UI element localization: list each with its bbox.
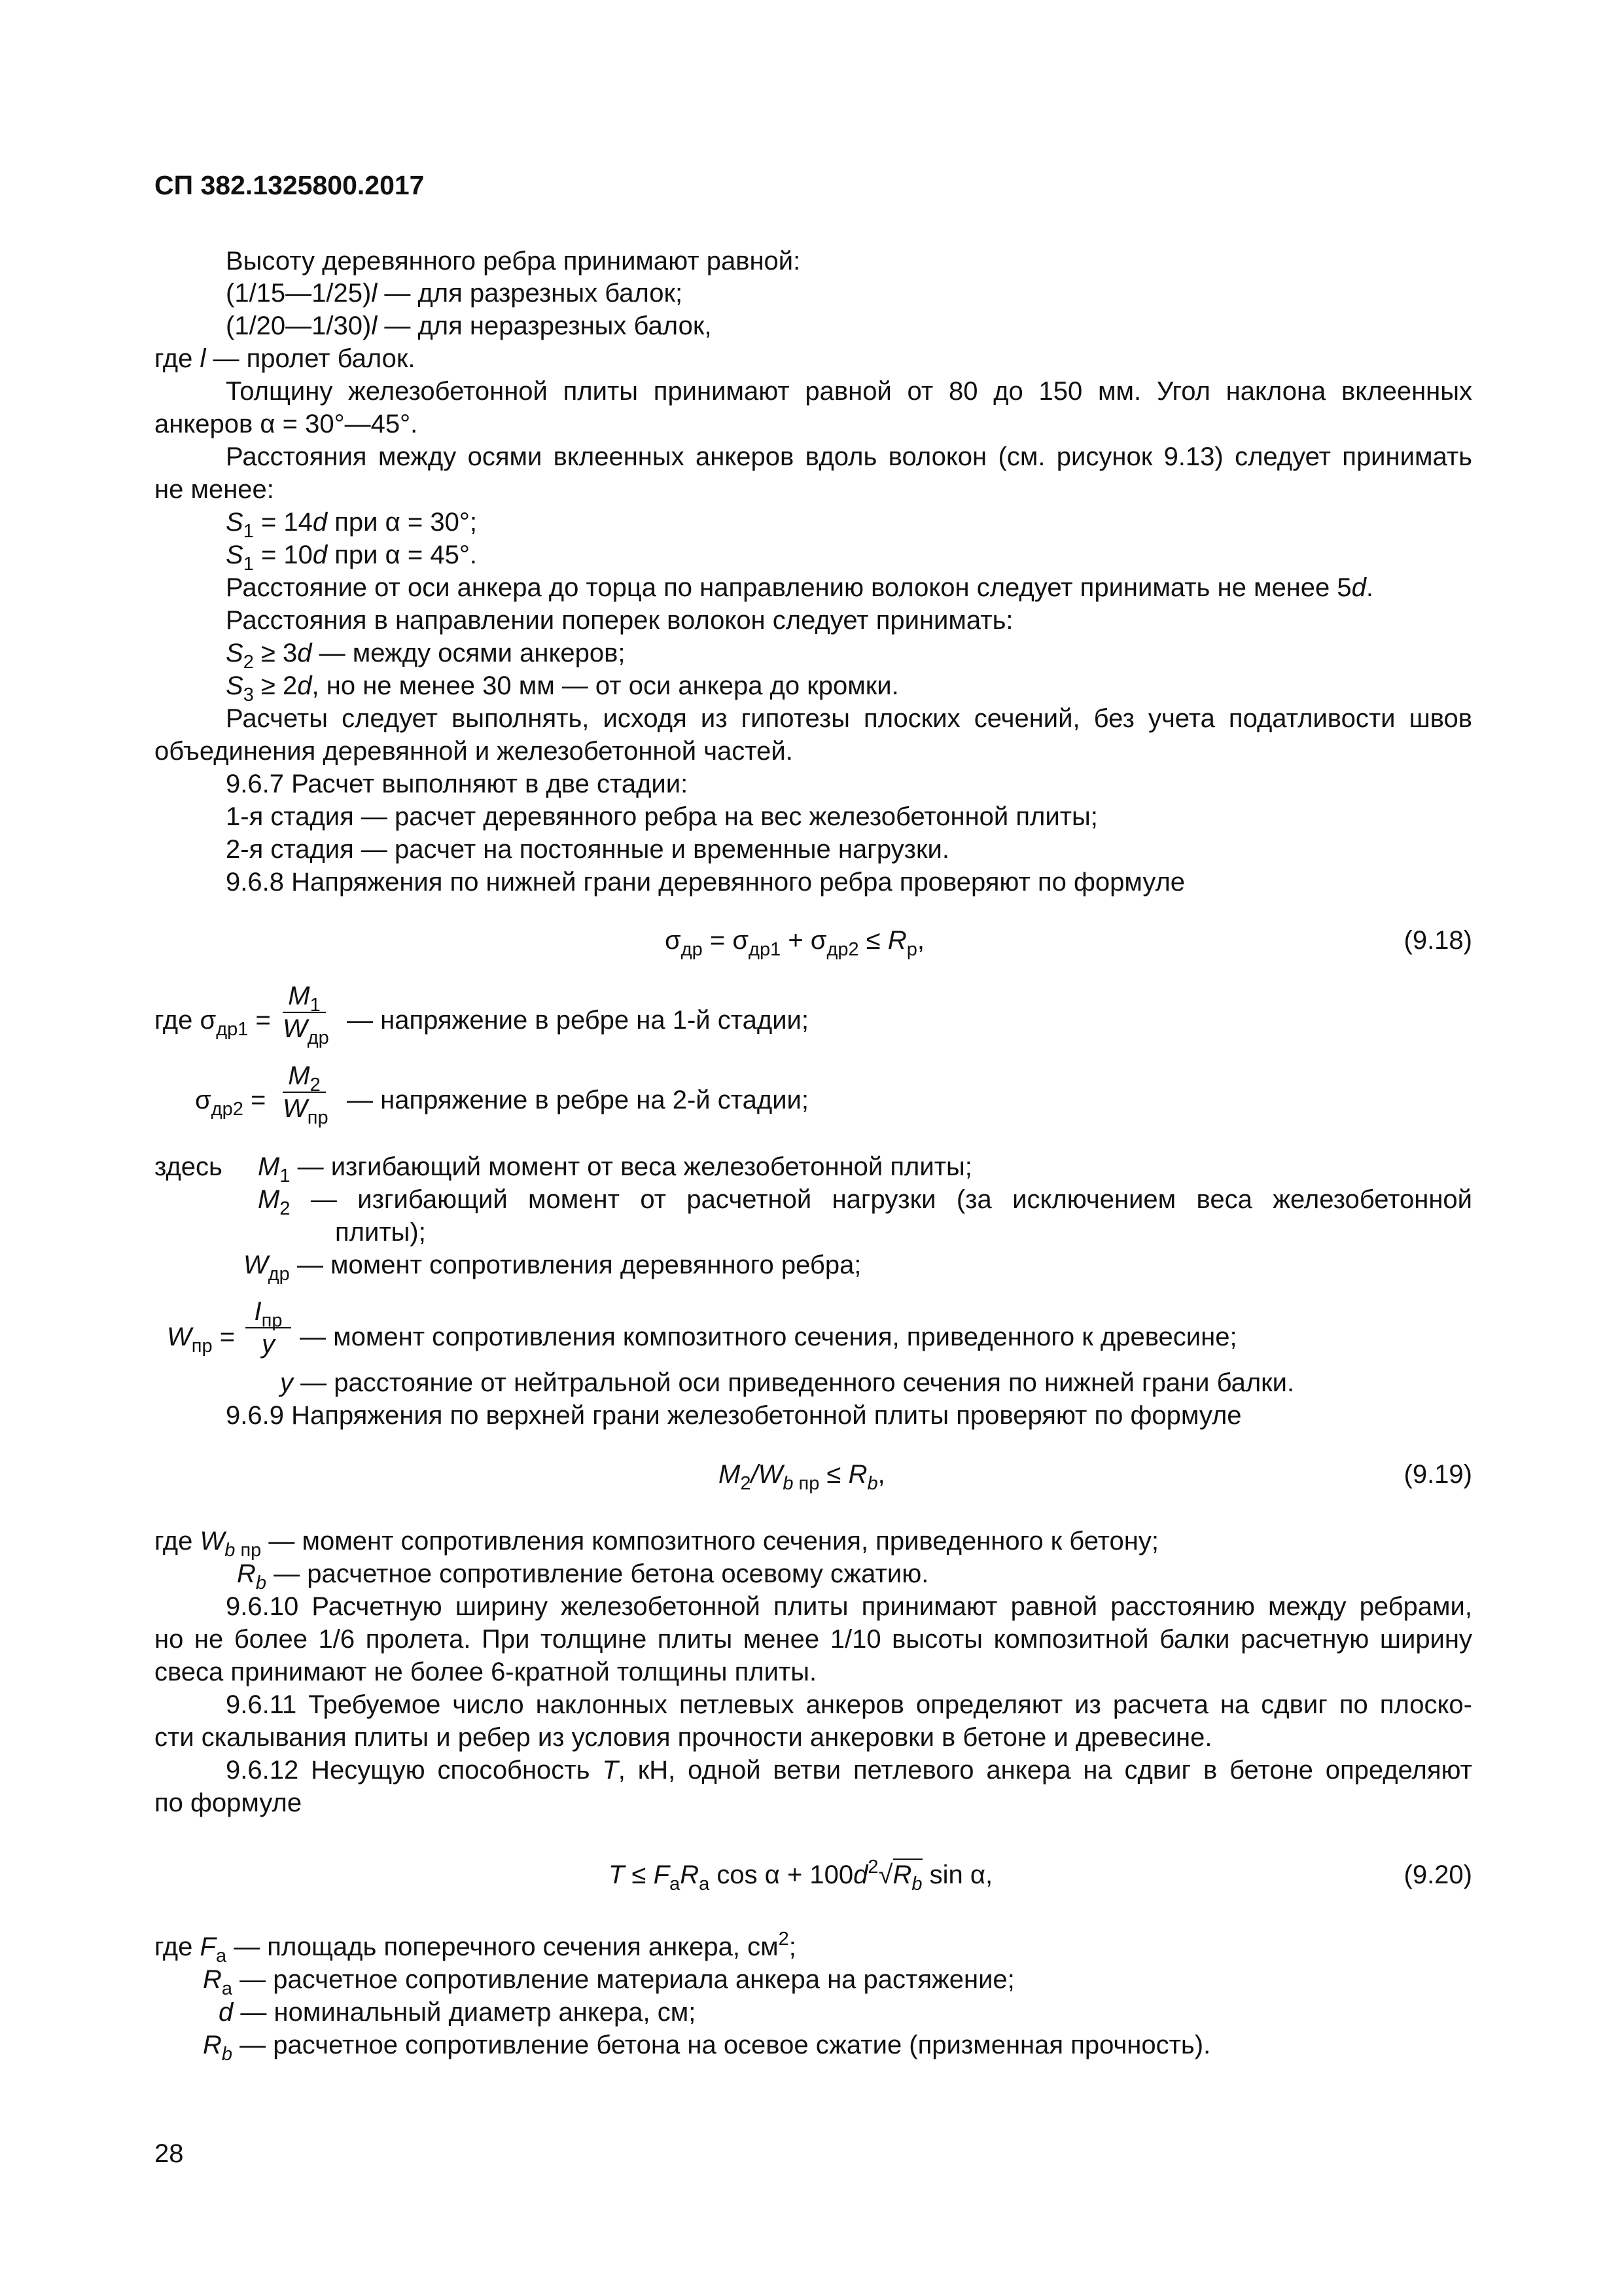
fraction-ipr-y: $I_{пр}$ y (245, 1296, 291, 1360)
definition-sigma-dr2: $\sigma_{др2}$ = (195, 1086, 266, 1120)
equation-9-20: $T \le F_аR_а$ $\cos \alpha + 100d^2√R_b$ sin α, (609, 1857, 993, 1895)
paragraph-line: 9.6.9 Напряжения по верхней грани железобетонной плиты проверяют по формуле (226, 1401, 1242, 1430)
paragraph-line: объединения деревянной и железобетонной частей. (154, 737, 793, 766)
equation-9-18: $\sigma_{др} = \sigma_{др1} + \sigma_{др2} \le R_р$, (665, 926, 925, 960)
definition-ra: $R_а$ — расчетное сопротивление материала анкера на растяжение; (203, 1965, 1015, 1999)
equation-number: (9.19) (1403, 1460, 1472, 1489)
equation-9-19: $M_2/W_{b пр} \le R_b$, (718, 1460, 885, 1494)
paragraph-line: 1-я стадия — расчет деревянного ребра на вес железобетонной плиты; (226, 802, 1098, 831)
paragraph-line: сти скалывания плиты и ребер из условия прочности анкеровки в бетоне и древесине. (154, 1723, 1212, 1752)
paragraph-line: 2-я стадия — расчет на постоянные и временные нагрузки. (226, 835, 949, 864)
paragraph-line: 9.6.11 Требуемое число наклонных петлевых анкеров определяют из расчета на сдвиг по плоско- (226, 1690, 1472, 1719)
document-header: СП 382.1325800.2017 (154, 170, 425, 200)
paragraph-line: Расстояния в направлении поперек волокон следует принимать: (226, 606, 1014, 635)
paragraph-line: 9.6.10 Расчетную ширину железобетонной плиты принимают равной расстоянию между ребрами, (226, 1592, 1472, 1621)
paragraph-line: (1/15—1/25)l — для разрезных балок; (226, 279, 683, 308)
paragraph-line: $R_b$ — расчетное сопротивление бетона осевому сжатию. (237, 1559, 929, 1593)
paragraph-line: 9.6.8 Напряжения по нижней грани деревянного ребра проверяют по формуле (226, 868, 1186, 897)
page-number: 28 (154, 2139, 184, 2168)
definition-m2: $M_2$ — изгибающий момент от расчетной нагрузки (за исключением веса железобетонной (258, 1185, 1472, 1219)
paragraph-line: не менее: (154, 475, 274, 504)
definition-m1: $M_1$ — изгибающий момент от веса железобетонной плиты; (258, 1152, 972, 1186)
definition-text: — момент сопротивления композитного сечения, приведенного к древесине; (300, 1323, 1237, 1351)
paragraph-line: $S_3 \ge 2d$, но не менее 30 мм — от оси анкера до кромки. (226, 671, 899, 705)
paragraph-line: свеса принимают не более 6-кратной толщины плиты. (154, 1658, 817, 1686)
paragraph-line: где l — пролет балок. (154, 344, 415, 373)
definition-m2-cont: плиты); (335, 1218, 426, 1247)
here-label: здесь (154, 1152, 222, 1181)
paragraph-line: Расстояние от оси анкера до торца по направлению волокон следует принимать не менее 5d. (226, 573, 1373, 602)
definition-rb: $R_b$ — расчетное сопротивление бетона на осевое сжатие (призменная прочность). (203, 2031, 1211, 2065)
definition-fa: где $F_а$ — площадь поперечного сечения анкера, $см^2$; (154, 1929, 796, 1966)
paragraph-line: $S_2 \ge 3d$ — между осями анкеров; (226, 639, 626, 673)
paragraph-line: но не более 1/6 пролета. При толщине плиты менее 1/10 высоты композитной балки расчетную ширину (154, 1625, 1472, 1654)
definition-text: — напряжение в ребре на 2-й стадии; (347, 1086, 809, 1114)
paragraph-line: $S_1 = 10d$ при α = 45°. (226, 541, 477, 575)
definition-sigma-dr1: где $\sigma_{др1}$ = (154, 1006, 271, 1040)
paragraph-line: (1/20—1/30)l — для неразрезных балок, (226, 311, 712, 340)
paragraph-line: по формуле (154, 1788, 302, 1817)
paragraph-line: Высоту деревянного ребра принимают равной: (226, 247, 801, 276)
fraction-m1-wdr: $M_1$ $W_{др}$ (283, 982, 329, 1048)
definition-y: y — расстояние от нейтральной оси приведенного сечения по нижней грани балки. (280, 1368, 1295, 1397)
paragraph-line: где $W_{b пр}$ — момент сопротивления композитного сечения, приведенного к бетону; (154, 1527, 1159, 1561)
paragraph-line: Толщину железобетонной плиты принимают равной от 80 до 150 мм. Угол наклона вклеенных (226, 377, 1472, 406)
paragraph-line: Расчеты следует выполнять, исходя из гипотезы плоских сечений, без учета податливости швов (226, 704, 1472, 733)
paragraph-line: 9.6.12 Несущую способность T, кН, одной ветви петлевого анкера на сдвиг в бетоне определяют (226, 1756, 1472, 1785)
paragraph-line: анкеров α = 30°—45°. (154, 410, 418, 438)
paragraph-line: Расстояния между осями вклеенных анкеров вдоль волокон (см. рисунок 9.13) следует принимать (226, 442, 1472, 471)
equation-number: (9.18) (1403, 926, 1472, 955)
definition-wdr: $W_{др}$ — момент сопротивления деревянного ребра; (243, 1251, 862, 1285)
definition-text: — напряжение в ребре на 1-й стадии; (347, 1006, 809, 1035)
equation-number: (9.20) (1403, 1860, 1472, 1889)
paragraph-line: 9.6.7 Расчет выполняют в две стадии: (226, 770, 688, 798)
paragraph-line: $S_1 = 14d$ при α = 30°; (226, 508, 477, 542)
definition-wpr: $W_{пр}$ = (167, 1323, 236, 1357)
fraction-m2-wpr: $M_2$ $W_{пр}$ (283, 1061, 328, 1128)
definition-d: d — номинальный диаметр анкера, см; (219, 1998, 696, 2027)
